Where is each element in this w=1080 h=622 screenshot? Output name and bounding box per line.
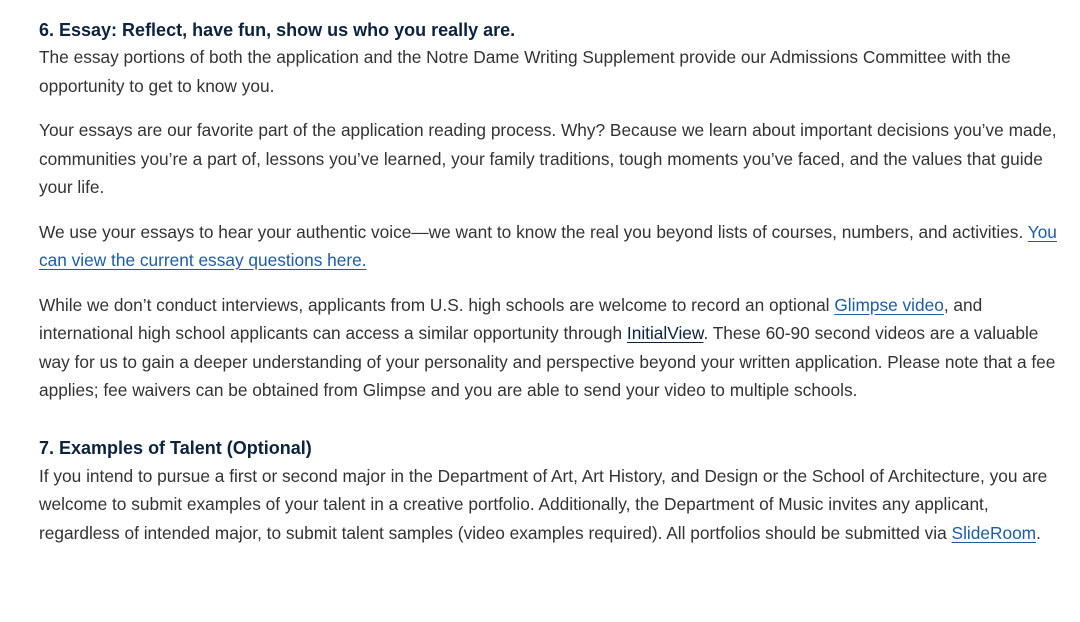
paragraph-4-text-end: . These 60-90 second videos are a valuable way for us to gain a deeper understanding of your personality and perspective beyond your written application. Please note that a fee applies; fee waivers can be obtained from Glimpse and you are able to send your video to multiple schools. [39,323,1056,400]
section-6-paragraph-4 [39,291,1059,405]
section-6-paragraph-2: Your essays are our favorite part of the application reading process. Why? Because we learn about important decisions you’ve made, communities you’re a part of, lessons you’ve learned, your family traditions, tough moments you’ve faced, and the values that guide your life. [39,120,1057,197]
paragraph-3-text: We use your essays to hear your authentic voice—we want to know the real you beyond lists of courses, numbers, and activities. [39,221,1028,242]
paragraph-4-text-start: While we don’t conduct interviews, applicants from U.S. high schools are welcome to record an optional [39,294,835,315]
section-7-text: If you intend to pursue a first or second major in the Department of Art, Art History, and Design or the School of Architecture, you are welcome to submit examples of your talent in a creative portfolio. Additionally, the Department of Music invites any applicant, regardless of intended major, to submit talent samples (video examples required). All portfolios should be submitted via [39,465,1048,543]
section-6-heading: 6. Essay: Reflect, have fun, show us who you really are. [39,20,516,40]
initialview-link[interactable]: InitialView [626,323,704,343]
section-7-text-end: . [1036,522,1041,543]
section-6-paragraph-1: The essay portions of both the application and the Notre Dame Writing Supplement provide our Admissions Committee with the opportunity to get to know you. [39,47,1011,96]
glimpse-video-link[interactable]: Glimpse video [834,294,944,315]
slideroom-link[interactable]: SlideRoom [951,522,1037,543]
article-content [39,18,1059,547]
essay-questions-link[interactable]: You can view the current essay questions here. [39,221,1057,270]
section-7-heading: 7. Examples of Talent (Optional) [39,437,312,458]
paragraph-4-text-middle: , and international high school applicants can access a similar opportunity through [39,294,983,343]
section-7-paragraph-1 [39,462,1059,548]
section-6-paragraph-3 [39,218,1059,275]
